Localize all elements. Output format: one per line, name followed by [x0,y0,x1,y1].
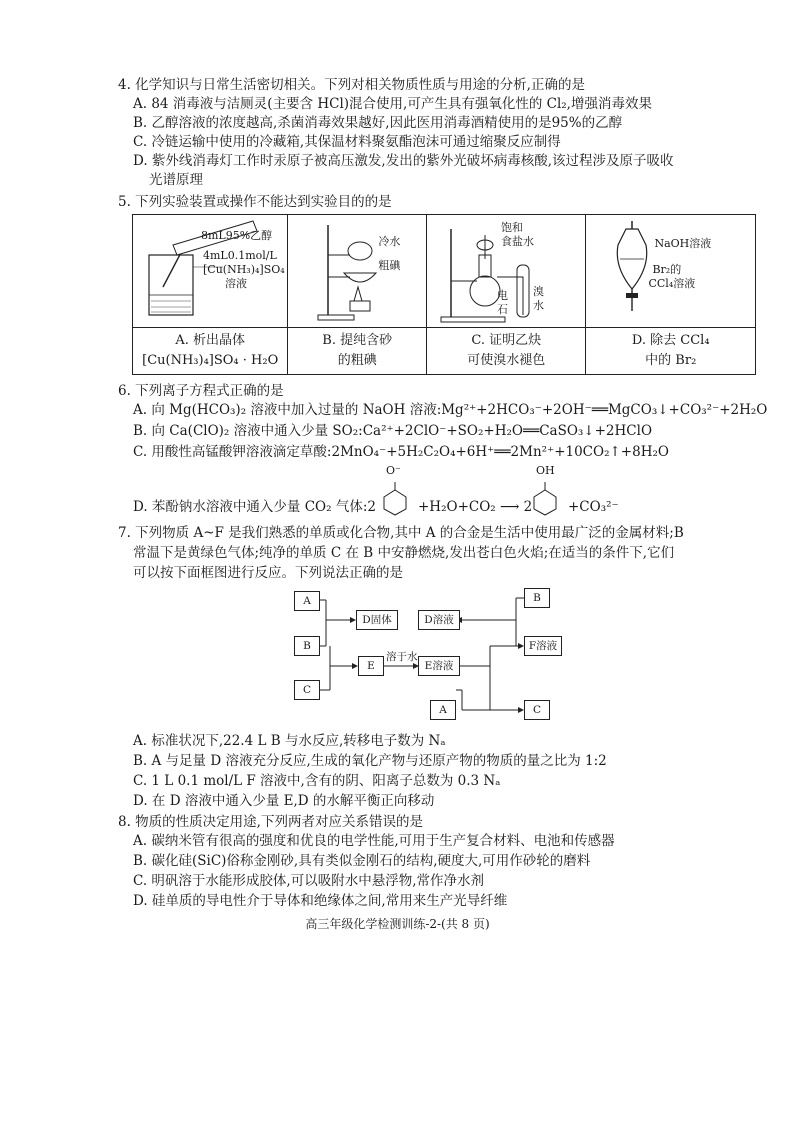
node-e: E [358,656,384,676]
q4-option-b: B. 乙醇溶液的浓度越高,杀菌消毒效果越好,因此医用消毒酒精使用的是95%的乙醇 [133,115,623,131]
label-dissolve: 溶于水 [386,651,418,663]
q5-caption-d: D. 除去 CCl₄ 中的 Br₂ [586,328,756,375]
q5-stem: 5. 下列实验装置或操作不能达到实验目的的是 [118,194,392,210]
page-footer: 高三年级化学检测训练-2-(共 8 页) [305,917,490,931]
q5-caption-b: B. 提纯含砂 的粗碘 [288,328,427,375]
node-b: B [294,636,320,656]
node-f-solution: F溶液 [524,636,562,656]
q6-option-d-post: +CO₃²⁻ [568,499,619,515]
node-a2: A [430,700,456,720]
q6-option-b: B. 向 Ca(ClO)₂ 溶液中通入少量 SO₂:Ca²⁺+2ClO⁻+SO₂+H₂O══CaSO₃↓+2HClO [133,423,653,439]
q7-option-a: A. 标准状况下,22.4 L B 与水反应,转移电子数为 Nₐ [133,733,446,749]
label-bromine-1: 溴 [533,285,545,298]
node-c: C [294,680,320,700]
label-crude-iodine: 粗碘 [378,259,401,272]
q6-option-d-mid: +H₂O+CO₂ ⟶ 2 [418,499,533,515]
q8-option-a: A. 碳纳米管有很高的强度和优良的电学性能,可用于生产复合材料、电池和传感器 [133,833,615,849]
node-d-solid: D固体 [356,610,398,630]
label-cold-water: 冷水 [378,235,401,248]
q7-stem-3: 可以按下面框图进行反应。下列说法正确的是 [133,565,403,581]
q8-stem: 8. 物质的性质决定用途,下列两者对应关系错误的是 [118,814,423,830]
node-c2: C [524,700,550,720]
q4-option-c: C. 冷链运输中使用的冷藏箱,其保温材料聚氨酯泡沫可通过缩聚反应制得 [133,134,561,150]
q6-stem: 6. 下列离子方程式正确的是 [118,383,284,399]
label-conc: 4mL0.1mol/L [203,249,277,262]
q4-option-d: D. 紫外线消毒灯工作时汞原子被高压激发,发出的紫外光破坏病毒核酸,该过程涉及原子吸收 [133,153,674,169]
label-ccl4: CCl₄溶液 [648,277,696,290]
q5-caption-a: A. 析出晶体 [Cu(NH₃)₄]SO₄ · H₂O [133,328,288,375]
q7-option-b: B. A 与足量 D 溶液充分反应,生成的氧化产物与还原产物的物质的量之比为 1:2 [133,753,607,769]
oh-label: OH [536,464,555,477]
q4-option-a: A. 84 消毒液与洁厕灵(主要含 HCl)混合使用,可产生具有强氧化性的 Cl₂,增强消毒效果 [133,96,652,112]
node-e-solution: E溶液 [418,656,460,676]
q4-option-d-cont: 光谱原理 [149,172,203,188]
q7-stem-2: 常温下是黄绿色气体;纯净的单质 C 在 B 中安静燃烧,发出苍白色火焰;在适当的条件下,它们 [133,545,675,561]
node-a: A [294,591,320,611]
label-complex: [Cu(NH₃)₄]SO₄ [203,263,285,276]
label-ethanol: 8mL95%乙醇 [201,229,273,242]
q6-option-a: A. 向 Mg(HCO₃)₂ 溶液中加入过量的 NaOH 溶液:Mg²⁺+2HCO₃⁻+2OH⁻══MgCO₃↓+CO₃²⁻+2H₂O [133,402,768,418]
label-brine: 食盐水 [501,235,535,248]
label-br2: Br₂的 [652,263,682,276]
label-saturated: 饱和 [501,221,524,234]
label-carbide-1: 电 [497,289,509,302]
o-minus-label: O⁻ [386,464,401,477]
label-bromine-2: 水 [533,299,545,312]
q7-stem-1: 7. 下列物质 A~F 是我们熟悉的单质或化合物,其中 A 的合金是生活中使用最广泛的金属材料;B [118,525,684,541]
q7-option-c: C. 1 L 0.1 mol/L F 溶液中,含有的阴、阳离子总数为 0.3 Nₐ [133,773,501,789]
label-naoh: NaOH溶液 [654,237,712,250]
q8-option-c: C. 明矾溶于水能形成胶体,可以吸附水中悬浮物,常作净水剂 [133,873,485,889]
q8-option-d: D. 硅单质的导电性介于导体和绝缘体之间,常用来生产光导纤维 [133,893,508,909]
node-b2: B [524,588,550,608]
q6-option-c: C. 用酸性高锰酸钾溶液滴定草酸:2MnO₄⁻+5H₂C₂O₄+6H⁺══2Mn²⁺+10CO₂↑+8H₂O [133,444,669,460]
node-d-solution: D溶液 [418,610,460,630]
label-solution: 溶液 [225,277,247,290]
q7-option-d: D. 在 D 溶液中通入少量 E,D 的水解平衡正向移动 [133,793,435,809]
q8-option-b: B. 碳化硅(SiC)俗称金刚砂,具有类似金刚石的结构,硬度大,可用作砂轮的磨料 [133,853,591,869]
q6-option-d-pre: D. 苯酚钠水溶液中通入少量 CO₂ 气体:2 [133,499,376,515]
q5-caption-c: C. 证明乙炔 可使溴水褪色 [427,328,586,375]
q4-stem: 4. 化学知识与日常生活密切相关。下列对相关物质性质与用途的分析,正确的是 [118,77,585,93]
label-carbide-2: 石 [497,303,509,316]
